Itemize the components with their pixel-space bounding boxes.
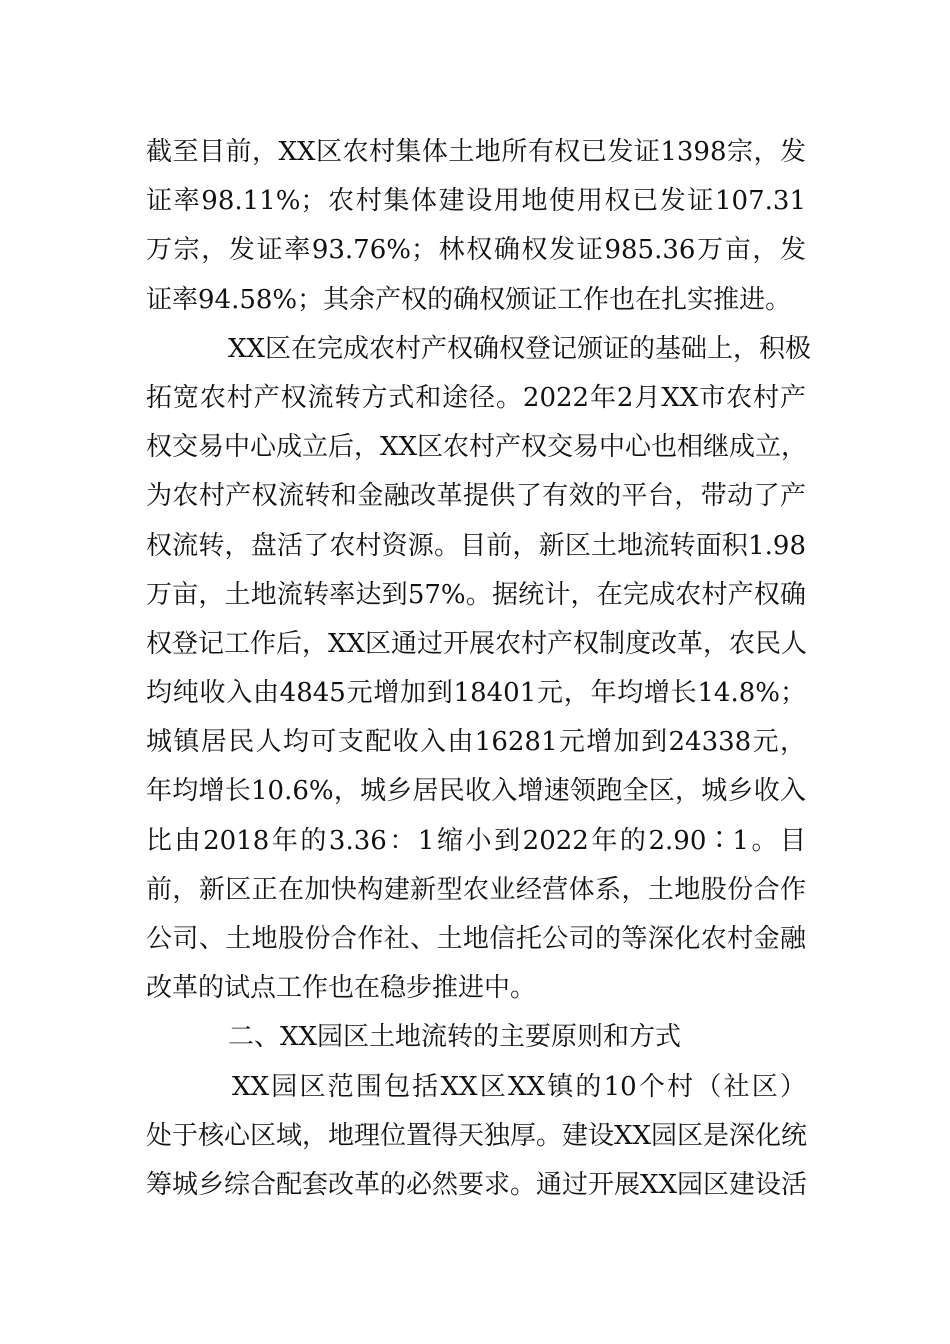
text-line: XX区在完成农村产权确权登记颁证的基础上，积极 — [228, 333, 812, 364]
paragraph-2 — [146, 325, 812, 1014]
text-line: 万宗，发证率93.76%；林权确权发证985.36万亩，发 — [146, 235, 806, 266]
paragraph-1 — [146, 128, 806, 325]
text-line: 改革的试点工作也在稳步推进中。 — [146, 973, 537, 1004]
text-line: 比由2018年的3.36：1缩小到2022年的2.90∶1。目 — [146, 825, 806, 856]
text-line: 处于核心区域，地理位置得天独厚。建设XX园区是深化统 — [146, 1120, 808, 1151]
text-line: 万亩，土地流转率达到57%。据统计，在完成农村产权确 — [146, 579, 806, 610]
text-line: 筹城乡综合配套改革的必然要求。通过开展XX园区建设活 — [146, 1169, 808, 1200]
text-line: 证率98.11%；农村集体建设用地使用权已发证107.31 — [146, 186, 806, 217]
text-line: 权流转，盘活了农村资源。目前，新区土地流转面积1.98 — [146, 530, 806, 561]
text-line: 证率94.58%；其余产权的确权颁证工作也在扎实推进。 — [146, 284, 792, 315]
text-line: 权交易中心成立后，XX区农村产权交易中心也相继成立， — [146, 432, 808, 463]
text-line: 截至目前，XX区农村集体土地所有权已发证1398宗，发 — [146, 137, 806, 167]
text-line: XX园区范围包括XX区XX镇的10个村（社区） — [232, 1071, 806, 1102]
text-line: 城镇居民人均可支配收入由16281元增加到24338元， — [146, 727, 806, 758]
document-body — [146, 128, 812, 1210]
text-line: 公司、土地股份合作社、土地信托公司的等深化农村金融 — [146, 924, 806, 954]
paragraph-3 — [146, 1063, 806, 1211]
text-line: 为农村产权流转和金融改革提供了有效的平台，带动了产 — [146, 481, 806, 512]
text-line: 权登记工作后，XX区通过开展农村产权制度改革，农民人 — [146, 628, 808, 659]
text-line: 年均增长10.6%，城乡居民收入增速领跑全区，城乡收入 — [146, 776, 806, 807]
text-line: 均纯收入由4845元增加到18401元，年均增长14.8%； — [146, 678, 806, 709]
text-line: 拓宽农村产权流转方式和途径。2022年2月XX市农村产 — [146, 382, 806, 413]
text-line: 前，新区正在加快构建新型农业经营体系，土地股份合作 — [146, 874, 806, 905]
section-heading: 二、XX园区土地流转的主要原则和方式 — [228, 1022, 682, 1053]
